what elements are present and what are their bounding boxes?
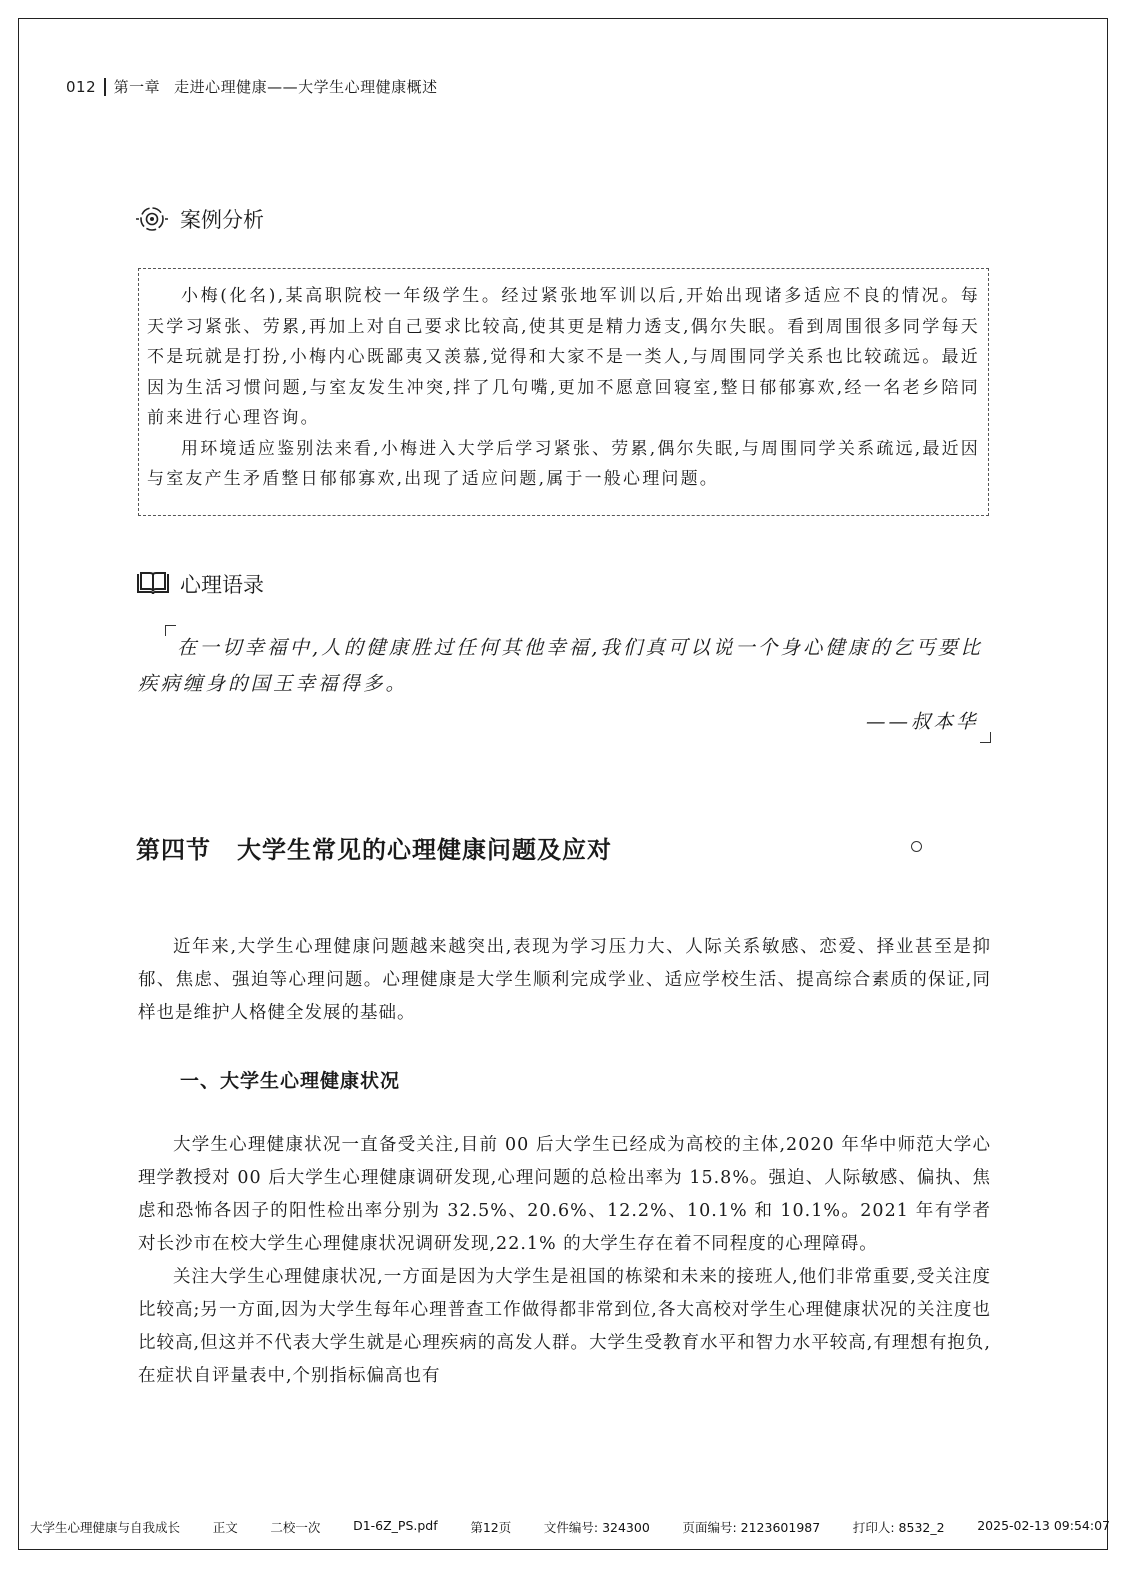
section-heading: 大学生常见的心理健康问题及应对: [237, 836, 612, 864]
subsection-title: 一、大学生心理健康状况: [180, 1070, 401, 1092]
quote-heading: [136, 569, 264, 599]
case-analysis-heading: [136, 204, 264, 234]
case-analysis-title: 案例分析: [180, 208, 264, 232]
footer-section: 正文: [212, 1520, 238, 1535]
body-paragraph: 关注大学生心理健康状况,一方面是因为大学生是祖国的栋梁和未来的接班人,他们非常重要,受关注度比较高;另一方面,因为大学生每年心理普查工作做得都非常到位,各大高校对学生心理健康状况的关注度也比较高,但这并不代表大学生就是心理疾病的高发人群。大学生受教育水平和智力水平较高,有理想有抱负,在症状自评量表中,个别指标偏高也有: [138, 1267, 991, 1386]
case-box: [138, 268, 989, 516]
running-head: [66, 76, 438, 97]
footer-page: 第12页: [470, 1520, 512, 1535]
section-title: [136, 830, 612, 865]
footer-book: 大学生心理健康与自我成长: [30, 1520, 181, 1535]
case-paragraph: 小梅(化名),某高职院校一年级学生。经过紧张地军训以后,开始出现诸多适应不良的情况。每天学习紧张、劳累,再加上对自己要求比较高,使其更是精力透支,偶尔失眠。看到周围很多同学每天不是玩就是打扮,小梅内心既鄙夷又羡慕,觉得和大家不是一类人,与周围同学关系也比较疏远。最近因为生活习惯问题,与室友发生冲突,拌了几句嘴,更加不愿意回寝室,整日郁郁寡欢,经一名老乡陪同前来进行心理咨询。: [147, 286, 980, 428]
circle-mark: [911, 841, 922, 852]
header-divider: [104, 78, 106, 96]
open-book-icon: [136, 569, 170, 599]
target-eye-icon: [136, 204, 170, 234]
quote-title: 心理语录: [180, 573, 264, 597]
chapter-title: 走进心理健康——大学生心理健康概述: [174, 78, 438, 96]
body-paragraph: 大学生心理健康状况一直备受关注,目前 00 后大学生已经成为高校的主体,2020 年华中师范大学心理学教授对 00 后大学生心理健康调研发现,心理问题的总检出率为 15.8%。强迫、人际敏感、偏执、焦虑和恐怖各因子的阳性检出率分别为 32.5%、20.6%、12.2%、10.1% 和 10.1%。2021 年有学者对长沙市在校大学生心理健康状况调研发现,22.1% 的大学生存在着不同程度的心理障碍。: [138, 1135, 991, 1254]
quote-close-bracket: [980, 732, 991, 743]
print-footer: [30, 1518, 1110, 1536]
subsection-body: [138, 1129, 991, 1393]
footer-printer: 打印人: 8532_2: [852, 1520, 945, 1535]
footer-file: D1-6Z_PS.pdf: [353, 1518, 438, 1533]
footer-page-id: 页面编号: 2123601987: [682, 1520, 821, 1535]
section-label: 第四节: [136, 836, 211, 864]
footer-timestamp: 2025-02-13 09:54:07: [977, 1518, 1110, 1533]
intro-paragraph: 近年来,大学生心理健康问题越来越突出,表现为学习压力大、人际关系敏感、恋爱、择业甚至是抑郁、焦虑、强迫等心理问题。心理健康是大学生顺利完成学业、适应学校生活、提高综合素质的保证,同样也是维护人格健全发展的基础。: [138, 937, 991, 1023]
chapter-label: 第一章: [113, 78, 161, 96]
footer-file-id: 文件编号: 324300: [543, 1520, 650, 1535]
page-number: 012: [66, 77, 97, 96]
section-intro: [138, 931, 991, 1030]
footer-proof: 二校一次: [270, 1520, 321, 1535]
case-paragraph: 用环境适应鉴别法来看,小梅进入大学后学习紧张、劳累,偶尔失眠,与周围同学关系疏远,最近因与室友产生矛盾整日郁郁寡欢,出现了适应问题,属于一般心理问题。: [147, 438, 980, 489]
quote-attribution: ——叔本华: [866, 710, 979, 733]
quote-text: [138, 630, 993, 702]
quote-body: 在一切幸福中,人的健康胜过任何其他幸福,我们真可以说一个身心健康的乞丐要比疾病缠身的国王幸福得多。: [138, 636, 983, 695]
